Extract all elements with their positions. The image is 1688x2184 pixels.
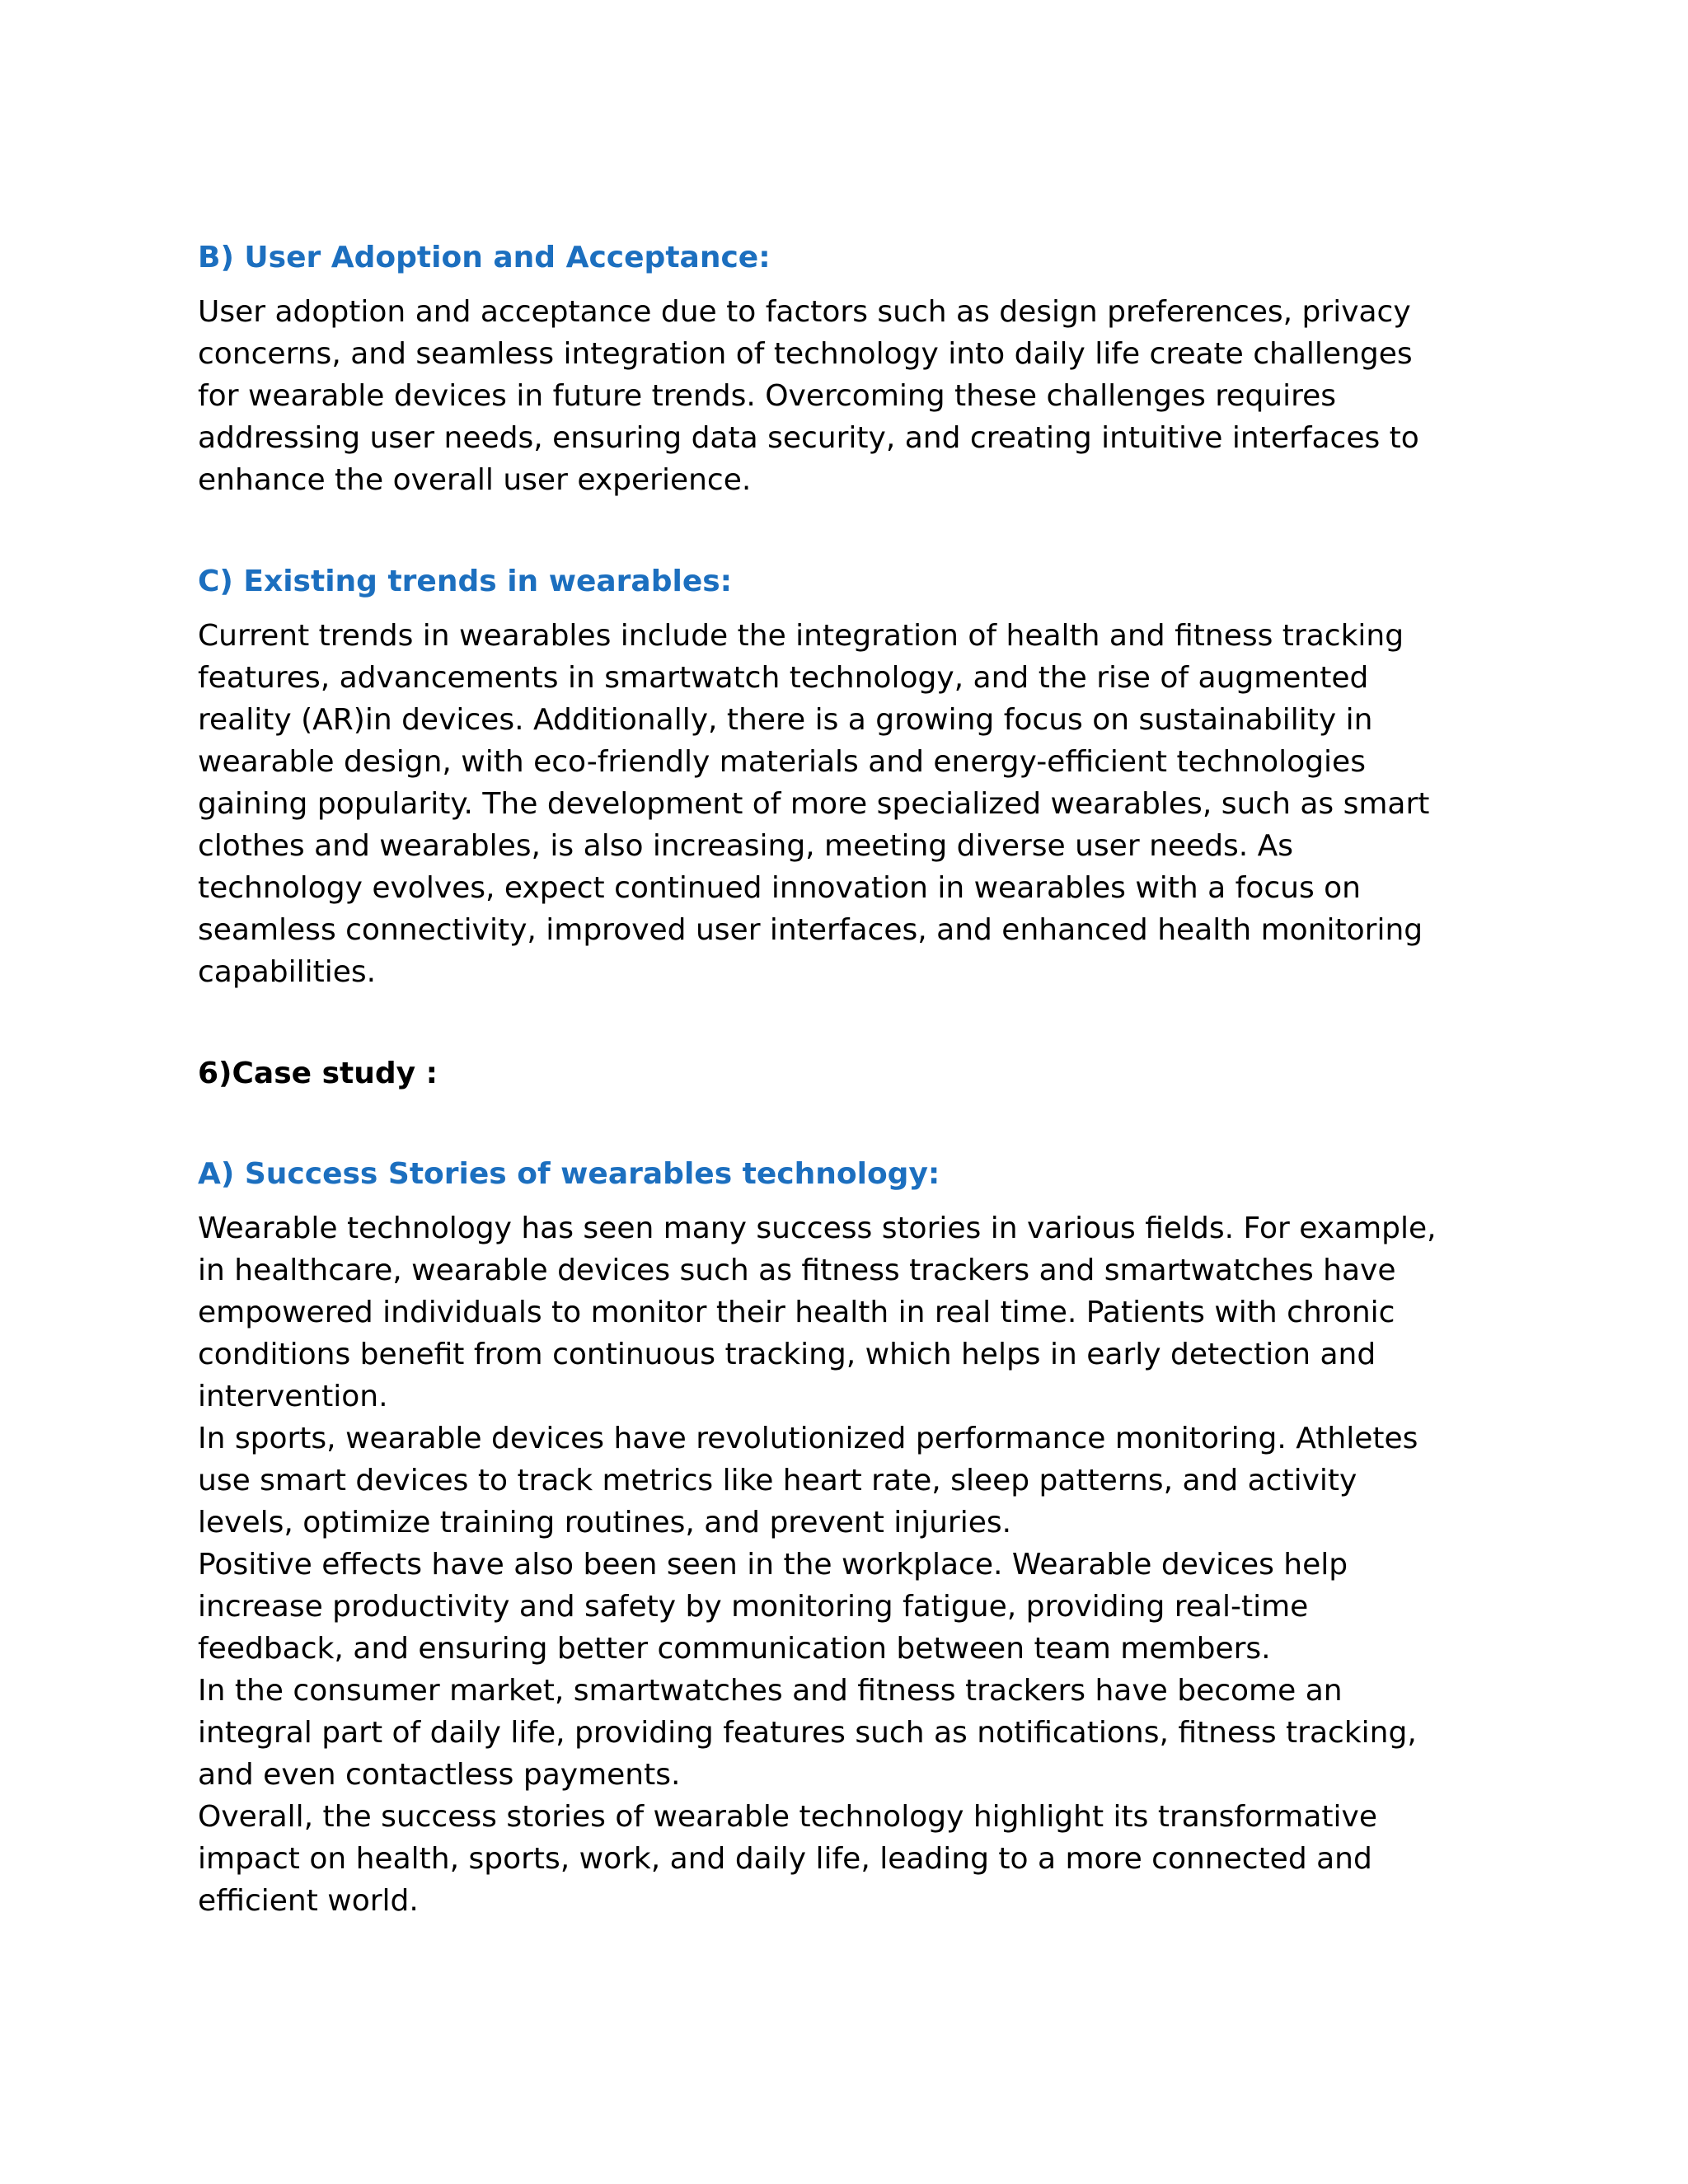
text-line: gaining popularity. The development of more specialized wearables, such as smart <box>198 787 1430 821</box>
text-line: seamless connectivity, improved user interfaces, and enhanced health monitoring <box>198 913 1423 947</box>
text-line: features, advancements in smartwatch technology, and the rise of augmented <box>198 661 1369 695</box>
text-line: for wearable devices in future trends. Overcoming these challenges requires <box>198 379 1337 413</box>
text-line: technology evolves, expect continued innovation in wearables with a focus on <box>198 871 1361 905</box>
paragraph-success-stories <box>198 1207 1484 1922</box>
text-line: conditions benefit from continuous tracking, which helps in early detection and <box>198 1338 1376 1371</box>
heading-user-adoption: B) User Adoption and Acceptance: <box>198 241 771 274</box>
paragraph-user-adoption <box>198 291 1484 501</box>
text-line: intervention. <box>198 1380 388 1413</box>
text-line: wearable design, with eco-friendly materials and energy-efficient technologies <box>198 745 1366 779</box>
document-page <box>198 235 1484 1922</box>
heading-existing-trends: C) Existing trends in wearables: <box>198 565 733 598</box>
paragraph-existing-trends <box>198 615 1484 993</box>
text-line: efficient world. <box>198 1884 419 1918</box>
text-line: In the consumer market, smartwatches and fitness trackers have become an <box>198 1674 1343 1708</box>
text-line: reality (AR)in devices. Additionally, there is a growing focus on sustainability in <box>198 703 1373 737</box>
text-line: User adoption and acceptance due to factors such as design preferences, privacy <box>198 295 1411 329</box>
text-line: levels, optimize training routines, and prevent injuries. <box>198 1506 1012 1540</box>
text-line: addressing user needs, ensuring data security, and creating intuitive interfaces to <box>198 421 1419 455</box>
heading-success-stories: A) Success Stories of wearables technology: <box>198 1157 940 1191</box>
text-line: increase productivity and safety by monitoring fatigue, providing real-time <box>198 1590 1309 1624</box>
text-line: concerns, and seamless integration of technology into daily life create challenges <box>198 337 1413 371</box>
text-line: capabilities. <box>198 955 377 989</box>
text-line: enhance the overall user experience. <box>198 463 752 497</box>
text-line: integral part of daily life, providing features such as notifications, fitness tracking, <box>198 1716 1417 1750</box>
text-line: feedback, and ensuring better communication between team members. <box>198 1632 1271 1666</box>
text-line: In sports, wearable devices have revolutionized performance monitoring. Athletes <box>198 1422 1418 1455</box>
text-line: empowered individuals to monitor their health in real time. Patients with chronic <box>198 1296 1395 1329</box>
heading-case-study: 6)Case study : <box>198 1057 438 1090</box>
text-line: and even contactless payments. <box>198 1758 681 1792</box>
text-line: Positive effects have also been seen in the workplace. Wearable devices help <box>198 1548 1348 1582</box>
text-line: Current trends in wearables include the integration of health and fitness tracking <box>198 619 1404 653</box>
text-line: Overall, the success stories of wearable technology highlight its transformative <box>198 1800 1377 1834</box>
text-line: use smart devices to track metrics like heart rate, sleep patterns, and activity <box>198 1464 1357 1497</box>
text-line: Wearable technology has seen many success stories in various fields. For example, <box>198 1212 1437 1245</box>
text-line: in healthcare, wearable devices such as fitness trackers and smartwatches have <box>198 1254 1396 1287</box>
text-line: impact on health, sports, work, and daily life, leading to a more connected and <box>198 1842 1372 1876</box>
text-line: clothes and wearables, is also increasing, meeting diverse user needs. As <box>198 829 1294 863</box>
